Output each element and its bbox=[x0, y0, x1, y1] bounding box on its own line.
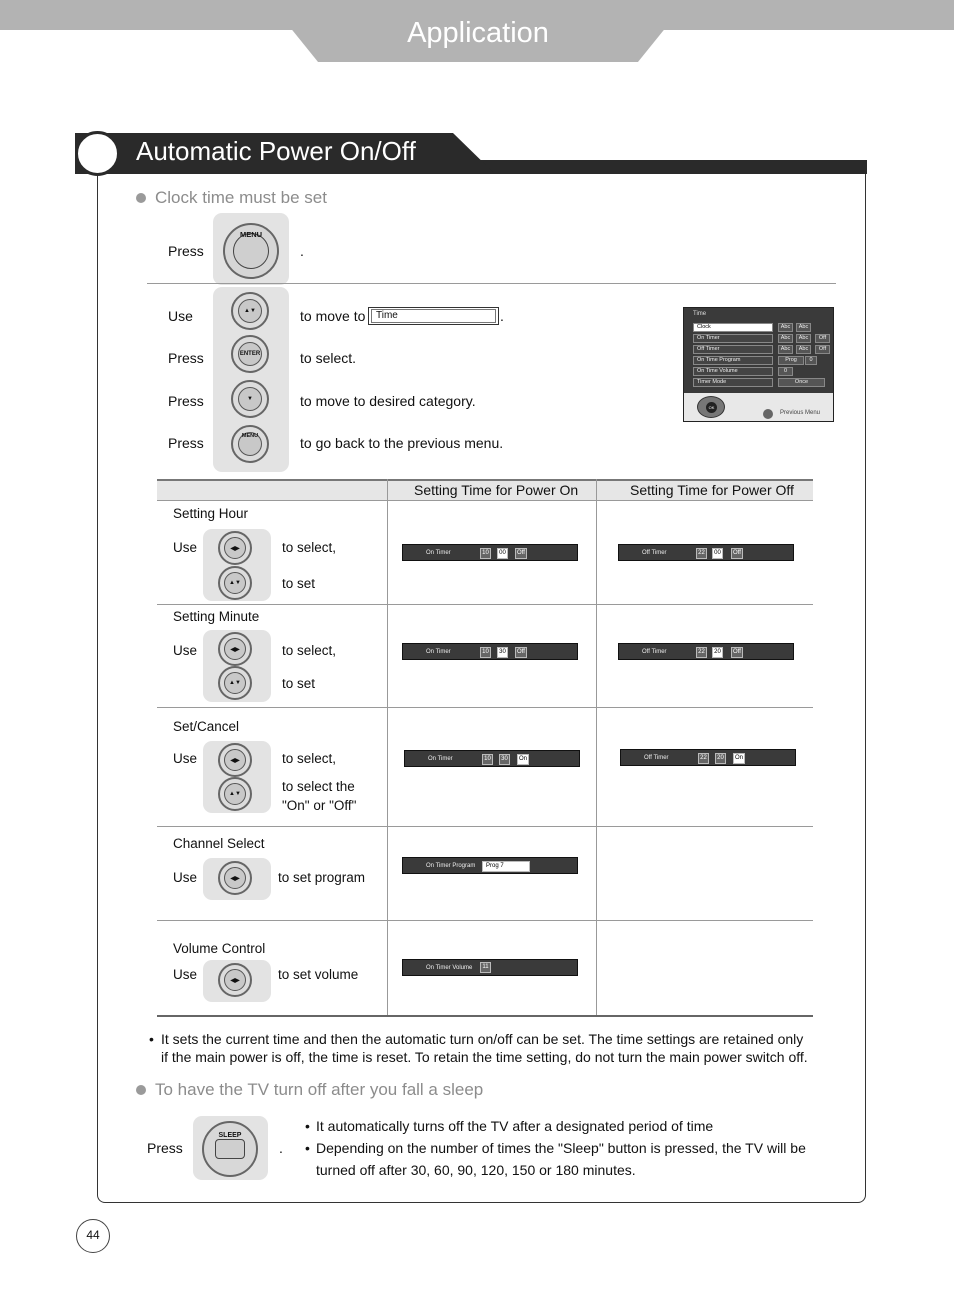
osd-hour: 22 bbox=[696, 548, 707, 559]
row-action-a: to select, bbox=[282, 643, 337, 658]
row-title: Setting Minute bbox=[173, 609, 260, 624]
row-action-b: "On" or "Off" bbox=[282, 798, 357, 813]
sleep-verb: Press bbox=[147, 1140, 183, 1156]
osd-cell: Prog bbox=[778, 356, 804, 365]
sleep-bullet-2b: turned off after 30, 60, 90, 120, 150 or 180 minutes. bbox=[316, 1162, 636, 1178]
row-use: Use bbox=[173, 643, 198, 658]
osd-hour: 22 bbox=[696, 647, 707, 658]
left-right-button[interactable] bbox=[218, 861, 252, 895]
row-action-a: to select, bbox=[282, 751, 337, 766]
row-divider bbox=[157, 920, 813, 921]
step-suffix: to move to desired category. bbox=[300, 393, 476, 409]
osd-cell: Once bbox=[778, 378, 825, 387]
osd-label: Off Timer bbox=[642, 649, 667, 655]
osd-label: On Timer bbox=[426, 649, 451, 655]
table-bottom-border bbox=[157, 1015, 813, 1017]
menu-button-face bbox=[233, 230, 269, 269]
step-suffix: to go back to the previous menu. bbox=[300, 435, 504, 451]
note-line-1: It sets the current time and then the automatic turn on/off can be set. The time settings are retained only bbox=[161, 1031, 804, 1047]
left-right-button[interactable] bbox=[218, 743, 252, 777]
row-action-a: to set volume bbox=[278, 967, 359, 982]
left-right-icon: ◀▶ bbox=[224, 969, 246, 991]
osd-label: On Timer bbox=[428, 756, 453, 762]
up-down-button[interactable] bbox=[231, 292, 269, 330]
osd-state: On bbox=[517, 754, 529, 765]
osd-row-on-time-program: On Time Program bbox=[693, 356, 773, 365]
row-use: Use bbox=[173, 870, 198, 885]
clock-subhead: Clock time must be set bbox=[155, 188, 327, 207]
sleep-bullet-icon: • bbox=[305, 1118, 310, 1134]
time-field-value: Time bbox=[371, 309, 496, 323]
up-down-button[interactable] bbox=[218, 777, 252, 811]
step-verb: Press bbox=[168, 393, 204, 409]
sleep-bullet-icon: • bbox=[305, 1140, 310, 1156]
osd-program: Prog 7 bbox=[482, 861, 530, 872]
time-field bbox=[368, 307, 499, 325]
step-verb: Press bbox=[168, 243, 204, 259]
page-number: 44 bbox=[76, 1219, 110, 1253]
osd-state: Off bbox=[515, 548, 527, 559]
left-right-icon: ◀▶ bbox=[224, 867, 246, 889]
osd-state: On bbox=[733, 753, 745, 764]
row-action-a: to set program bbox=[278, 870, 366, 885]
step-verb: Press bbox=[168, 350, 204, 366]
banner-underline bbox=[480, 160, 867, 174]
row-action-b: to set bbox=[282, 676, 316, 691]
osd-row-on-timer: On Timer bbox=[693, 334, 773, 343]
osd-volume: 11 bbox=[480, 962, 491, 973]
osd-cell: 0 bbox=[805, 356, 817, 365]
osd-cell: Abc bbox=[778, 345, 793, 354]
osd-hour: 10 bbox=[480, 647, 491, 658]
up-down-button[interactable] bbox=[218, 566, 252, 600]
osd-minute: 30 bbox=[497, 647, 508, 658]
osd-hour: 10 bbox=[482, 754, 493, 765]
left-right-icon: ◀▶ bbox=[224, 537, 246, 559]
osd-cell: Off bbox=[815, 334, 830, 343]
osd-menu-dot-icon bbox=[763, 409, 773, 419]
osd-label: On Timer Program bbox=[426, 863, 476, 869]
row-divider bbox=[157, 707, 813, 708]
banner-circle-icon bbox=[75, 131, 120, 176]
note-bullet-icon: • bbox=[149, 1031, 154, 1047]
row-title: Set/Cancel bbox=[173, 719, 240, 734]
up-down-icon: ▲▼ bbox=[224, 672, 246, 694]
page-title: Application bbox=[407, 17, 549, 49]
row-divider bbox=[157, 826, 813, 827]
osd-state: Off bbox=[731, 647, 743, 658]
osd-hour: 22 bbox=[698, 753, 709, 764]
menu-button[interactable] bbox=[223, 223, 279, 279]
sleep-button[interactable] bbox=[202, 1121, 258, 1177]
osd-row-off-timer: Off Timer bbox=[693, 345, 773, 354]
down-button[interactable] bbox=[231, 380, 269, 418]
step-end: . bbox=[500, 308, 504, 324]
osd-cell: 0 bbox=[778, 367, 793, 376]
osd-ok-icon: OK bbox=[706, 402, 717, 413]
step-verb: Press bbox=[168, 435, 204, 451]
osd-row-on-time-volume: On Time Volume bbox=[693, 367, 773, 376]
osd-label: Off Timer bbox=[644, 755, 669, 761]
left-right-button[interactable] bbox=[218, 632, 252, 666]
sleep-subhead: To have the TV turn off after you fall a sleep bbox=[155, 1080, 484, 1099]
divider bbox=[147, 283, 836, 284]
row-divider bbox=[157, 604, 813, 605]
osd-label: On Timer bbox=[426, 550, 451, 556]
left-right-button[interactable] bbox=[218, 963, 252, 997]
osd-minute: 30 bbox=[499, 754, 510, 765]
note-line-2: if the main power is off, the time is reset. To retain the time setting, do not turn the main power switch off. bbox=[161, 1049, 808, 1065]
left-right-icon: ◀▶ bbox=[224, 638, 246, 660]
sleep-button-label: SLEEP bbox=[218, 1132, 242, 1139]
sleep-button-face bbox=[215, 1132, 245, 1159]
table-divider bbox=[596, 479, 597, 1016]
row-action-b: to select the bbox=[282, 779, 355, 794]
down-arrow-icon: ▼ bbox=[238, 387, 262, 411]
osd-label: On Timer Volume bbox=[426, 965, 473, 971]
osd-minute: 20 bbox=[712, 647, 723, 658]
section-title: Automatic Power On/Off bbox=[136, 136, 416, 166]
row-use: Use bbox=[173, 540, 198, 555]
osd-row-clock: Clock bbox=[693, 323, 773, 332]
osd-cell: Abc bbox=[778, 334, 793, 343]
step-verb: Use bbox=[168, 308, 193, 324]
osd-cell: Abc bbox=[796, 323, 811, 332]
step-suffix: to move to bbox=[300, 308, 366, 324]
left-right-icon: ◀▶ bbox=[224, 749, 246, 771]
up-down-icon: ▲▼ bbox=[238, 299, 262, 323]
step-suffix: . bbox=[300, 243, 304, 259]
row-action-a: to select, bbox=[282, 540, 337, 555]
osd-title: Time bbox=[693, 311, 707, 317]
menu-button-small-label: MENU bbox=[238, 432, 262, 456]
enter-button-label: ENTER bbox=[238, 342, 262, 366]
osd-row-timer-mode: Timer Mode bbox=[693, 378, 773, 387]
row-title: Volume Control bbox=[173, 941, 266, 956]
menu-button-label: MENU bbox=[239, 230, 263, 239]
col-header-power-off: Setting Time for Power Off bbox=[630, 482, 794, 498]
table-divider bbox=[387, 479, 388, 1016]
osd-footer-text: Previous Menu bbox=[780, 410, 821, 416]
osd-cell: Abc bbox=[796, 334, 811, 343]
bullet-icon bbox=[136, 1085, 146, 1095]
osd-label: Off Timer bbox=[642, 550, 667, 556]
step-suffix: to select. bbox=[300, 350, 357, 366]
left-right-button[interactable] bbox=[218, 531, 252, 565]
osd-state: Off bbox=[515, 647, 527, 658]
up-down-icon: ▲▼ bbox=[224, 572, 246, 594]
osd-nav-pad-icon bbox=[697, 396, 725, 418]
row-use: Use bbox=[173, 967, 198, 982]
osd-state: Off bbox=[731, 548, 743, 559]
osd-cell: Off bbox=[815, 345, 830, 354]
row-title: Channel Select bbox=[173, 836, 265, 851]
osd-minute: 00 bbox=[497, 548, 508, 559]
enter-button[interactable] bbox=[231, 335, 269, 373]
col-header-power-on: Setting Time for Power On bbox=[414, 482, 579, 498]
osd-hour: 10 bbox=[480, 548, 491, 559]
up-down-button[interactable] bbox=[218, 666, 252, 700]
row-title: Setting Hour bbox=[173, 506, 249, 521]
row-use: Use bbox=[173, 751, 198, 766]
osd-cell: Abc bbox=[796, 345, 811, 354]
menu-button-small[interactable] bbox=[231, 425, 269, 463]
sleep-bullet-2a: Depending on the number of times the "Sleep" button is pressed, the TV will be bbox=[316, 1140, 806, 1156]
up-down-icon: ▲▼ bbox=[224, 783, 246, 805]
osd-minute: 20 bbox=[715, 753, 726, 764]
osd-minute: 00 bbox=[712, 548, 723, 559]
row-action-b: to set bbox=[282, 576, 316, 591]
sleep-suffix: . bbox=[279, 1140, 283, 1156]
bullet-icon bbox=[136, 193, 146, 203]
osd-cell: Abc bbox=[778, 323, 793, 332]
sleep-bullet-1: It automatically turns off the TV after a designated period of time bbox=[316, 1118, 714, 1134]
